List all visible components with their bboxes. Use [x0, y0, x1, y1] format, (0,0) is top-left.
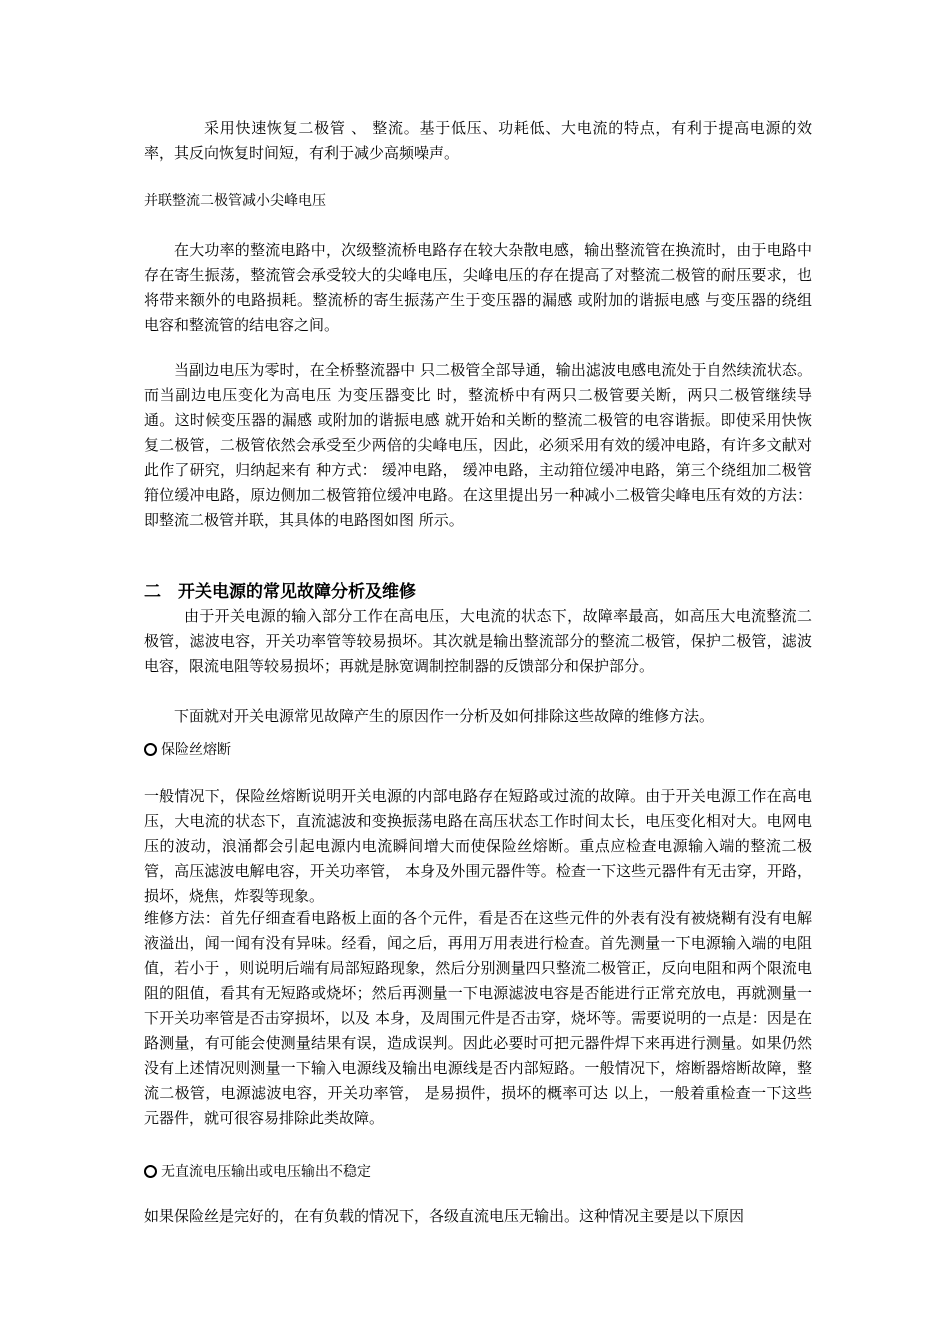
subheading-fuse-blown-label: 保险丝熔断 — [161, 742, 231, 758]
subheading-fuse-blown — [144, 739, 812, 761]
subheading-parallel-rectifier-diode: 并联整流二极管减小尖峰电压 — [144, 193, 326, 209]
section-title-fault-analysis: 二 开关电源的常见故障分析及维修 — [144, 582, 416, 602]
subheading-no-dc-output — [144, 1161, 812, 1183]
paragraph-secondary-voltage: 当副边电压为零时，在全桥整流器中 只二极管全部导通，输出滤波电感电流处于自然续流状态。而当副边电压变化为高电压 为变压器变比 时，整流桥中有两只二极管要关断，两只二极管继续导通。这时候变压器的漏感 或附加的谐振电感 就开始和关断的整流二极管的电容谐振。即使采用快恢复二极管，二极管依然会承受至少两倍的尖峰电压，因此，必须采用有效的缓冲电路，有许多文献对此作了研究，归纳起来有 种方式： 缓冲电路， 缓冲电路，主动箝位缓冲电路，第三个绕组加二极管箝位缓冲电路，原边侧加二极管箝位缓冲电路。在这里提出另一种减小二极管尖峰电压有效的方法：即整流二极管并联，其具体的电路图如图 所示。 — [144, 361, 812, 529]
circle-bullet-icon — [144, 743, 157, 756]
paragraph-fast-recovery-diode: 采用快速恢复二极管 、 整流。基于低压、功耗低、大电流的特点，有利于提高电源的效率，其反向恢复时间短，有利于减少高频噪声。 — [144, 119, 812, 162]
paragraph-high-power-rectifier: 在大功率的整流电路中，次级整流桥电路存在较大杂散电感，输出整流管在换流时，由于电路中存在寄生振荡，整流管会承受较大的尖峰电压，尖峰电压的存在提高了对整流二极管的耐压要求，也将带来额外的电路损耗。整流桥的寄生振荡产生于变压器的漏感 或附加的谐振电感 与变压器的绕组电容和整流管的结电容之间。 — [144, 241, 812, 334]
subheading-no-dc-output-label: 无直流电压输出或电压输出不稳定 — [161, 1164, 371, 1180]
paragraph-repair-intro: 下面就对开关电源常见故障产生的原因作一分析及如何排除这些故障的维修方法。 — [174, 707, 715, 725]
paragraph-repair-method: 维修方法：首先仔细查看电路板上面的各个元件，看是否在这些元件的外表有没有被烧糊有没有电解液溢出，闻一闻有没有异味。经看，闻之后，再用万用表进行检查。首先测量一下电源输入端的电阻值，若小于 ，则说明后端有局部短路现象，然后分别测量四只整流二极管正，反向电阻和两个限流电阻的阻值，看其有无短路或烧坏；然后再测量一下电源滤波电容是否能进行正常充放电，再就测量一下开关功率管是否击穿损坏，以及 本身，及周围元件是否击穿，烧坏等。需要说明的一点是：因是在路测量，有可能会使测量结果有误，造成误判。因此必要时可把元器件焊下来再进行测量。如果仍然没有上述情况则测量一下输入电源线及输出电源线是否内部短路。一般情况下，熔断器熔断故障，整流二极管，电源滤波电容，开关功率管， 是易损件，损坏的概率可达 以上，一般着重检查一下这些元器件，就可很容易排除此类故障。 — [144, 909, 812, 1127]
circle-bullet-icon — [144, 1165, 157, 1178]
paragraph-no-output-cause: 如果保险丝是完好的，在有负载的情况下，各级直流电压无输出。这种情况主要是以下原因 — [144, 1207, 745, 1225]
paragraph-fault-overview: 由于开关电源的输入部分工作在高电压，大电流的状态下，故障率最高，如高压大电流整流二极管，滤波电容，开关功率管等较易损坏。其次就是输出整流部分的整流二极管，保护二极管，滤波电容，限流电阻等较易损坏；再就是脉宽调制控制器的反馈部分和保护部分。 — [144, 607, 812, 675]
paragraph-fuse-cause: 一般情况下，保险丝熔断说明开关电源的内部电路存在短路或过流的故障。由于开关电源工作在高电压，大电流的状态下，直流滤波和变换振荡电路在高压状态工作时间太长，电压变化相对大。电网电压的波动，浪涌都会引起电源内电流瞬间增大而使保险丝熔断。重点应检查电源输入端的整流二极管，高压滤波电解电容，开关功率管， 本身及外围元器件等。检查一下这些元器件有无击穿，开路，损坏，烧焦，炸裂等现象。 — [144, 787, 812, 905]
